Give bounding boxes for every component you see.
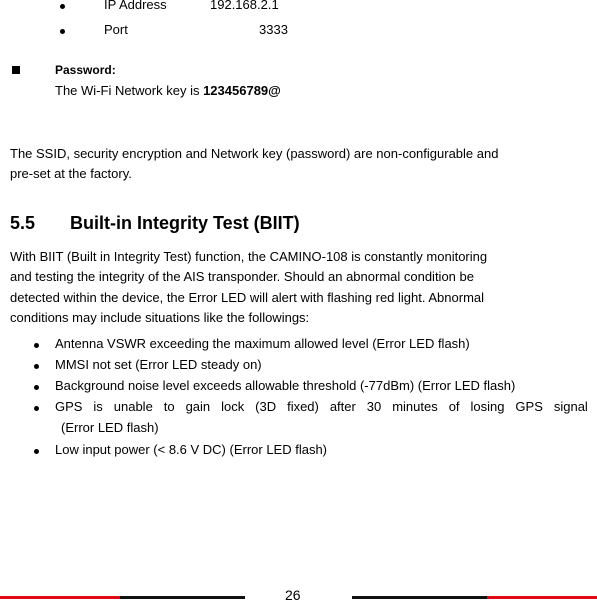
condition-word: fixed) xyxy=(287,399,319,414)
paragraph-line: conditions may include situations like the followings: xyxy=(10,310,310,325)
bullet-icon xyxy=(34,406,39,411)
bullet-icon xyxy=(60,4,65,9)
condition-word: is xyxy=(93,399,103,414)
condition-item: MMSI not set (Error LED steady on) xyxy=(55,357,262,372)
condition-word: after xyxy=(329,399,356,414)
footer-dark-line xyxy=(120,596,245,599)
section-number: 5.5 xyxy=(10,213,36,233)
condition-word: (3D xyxy=(255,399,277,414)
condition-item: Antenna VSWR exceeding the maximum allowed level (Error LED flash) xyxy=(55,336,470,351)
paragraph-line: With BIIT (Built in Integrity Test) function, the CAMINO-108 is constantly monitoring xyxy=(10,249,488,264)
condition-item: Low input power (< 8.6 V DC) (Error LED flash) xyxy=(55,442,328,457)
condition-word: minutes xyxy=(392,399,438,414)
ip-address-label: IP Address xyxy=(104,0,167,12)
ip-address-value: 192.168.2.1 xyxy=(210,0,279,12)
bullet-icon xyxy=(34,449,39,454)
condition-word: gain xyxy=(185,399,211,414)
bullet-icon xyxy=(60,29,65,34)
condition-word: of xyxy=(448,399,460,414)
footer-accent-line xyxy=(0,596,120,599)
password-key: 123456789@ xyxy=(203,83,281,98)
condition-word: GPS xyxy=(55,399,83,414)
factory-note-line: pre-set at the factory. xyxy=(10,166,132,181)
condition-item: Background noise level exceeds allowable threshold (-77dBm) (Error LED flash) xyxy=(55,378,516,393)
footer-accent-line xyxy=(487,596,597,599)
condition-word: unable xyxy=(113,399,153,414)
port-label: Port xyxy=(104,22,128,37)
condition-item-continued: (Error LED flash) xyxy=(61,420,159,435)
condition-item-justified xyxy=(55,399,588,414)
bullet-icon xyxy=(34,385,39,390)
paragraph-line: detected within the device, the Error LED will alert with flashing red light. Abnormal xyxy=(10,290,485,305)
condition-word: to xyxy=(163,399,175,414)
factory-note-line: The SSID, security encryption and Network key (password) are non-configurable and xyxy=(10,146,499,161)
condition-word: losing xyxy=(470,399,505,414)
section-title: Built-in Integrity Test (BIIT) xyxy=(70,213,300,233)
square-bullet-icon xyxy=(12,66,20,74)
condition-word: lock xyxy=(221,399,245,414)
bullet-icon xyxy=(34,343,39,348)
footer-dark-line xyxy=(352,596,487,599)
condition-word: GPS xyxy=(515,399,543,414)
condition-word: 30 xyxy=(366,399,382,414)
page-number: 26 xyxy=(285,587,301,603)
paragraph-line: and testing the integrity of the AIS transponder. Should an abnormal condition be xyxy=(10,269,474,284)
bullet-icon xyxy=(34,364,39,369)
password-title: Password: xyxy=(55,63,116,77)
password-text: The Wi-Fi Network key is 123456789@ xyxy=(55,83,281,98)
condition-word: signal xyxy=(553,399,588,414)
port-value: 3333 xyxy=(259,22,288,37)
